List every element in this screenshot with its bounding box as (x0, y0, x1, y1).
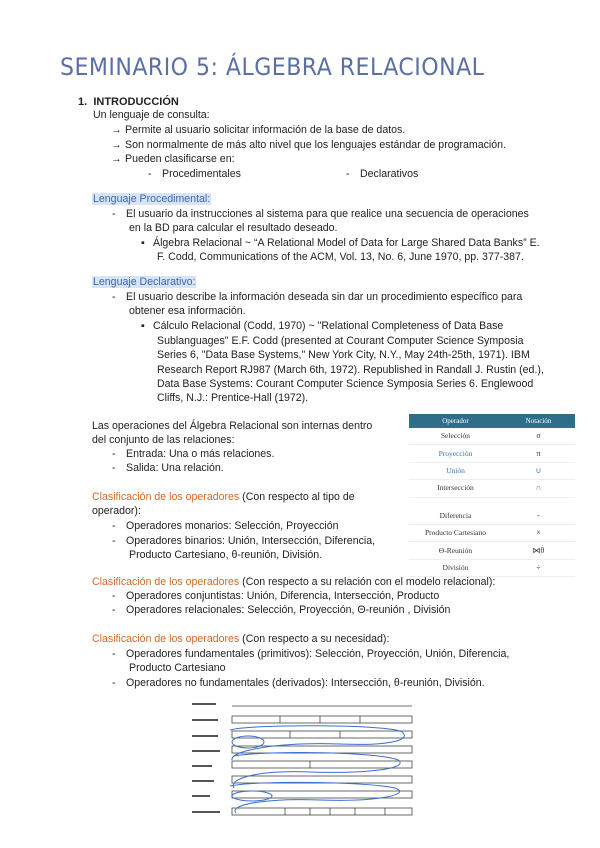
diagram-label-mark (192, 780, 214, 782)
table-row (409, 542, 575, 559)
diagram-row-box (232, 716, 412, 723)
list-item-continued: en la BD para calcular el resultado deseado. (129, 222, 338, 234)
classification-heading: Clasificación de los operadores (Con respecto a su relación con el modelo relacional): (92, 576, 496, 588)
operator-diagram-image (190, 700, 415, 818)
list-item: - Operadores fundamentales (primitivos): Selección, Proyección, Unión, Diferencia, (112, 648, 510, 660)
reference-item: ▪ Álgebra Relacional ~ “A Relational Model of Data for Large Shared Data Banks” E. (141, 237, 540, 249)
diagram-row-box (232, 731, 412, 738)
list-item: - El usuario describe la información deseada sin dar un procedimiento específico para (112, 291, 523, 303)
page-title: SEMINARIO 5: ÁLGEBRA RELACIONAL (60, 53, 485, 81)
table-row (409, 428, 575, 445)
operator-name: Diferencia (409, 508, 502, 525)
arrow-icon: → (111, 139, 122, 151)
diagram-labels (192, 703, 220, 813)
operator-symbol: - (502, 508, 575, 525)
table-row (409, 508, 575, 525)
operator-symbol: × (502, 524, 575, 541)
intro-text: Un lenguaje de consulta: (93, 109, 210, 121)
diagram-label-mark (192, 735, 218, 737)
diagram-label-mark (192, 719, 218, 721)
diagram-label-mark (192, 703, 216, 705)
arrow-icon: → (111, 153, 122, 165)
operations-text: Las operaciones del Álgebra Relacional son internas dentro (92, 420, 373, 432)
list-item: - Operadores monarios: Selección, Proyección (112, 520, 339, 532)
diagram-label-mark (192, 795, 210, 797)
reference-continued: Series 6, "Data Base Systems," New York City, N.Y., May 24th-25th, 1971). IBM (157, 349, 530, 361)
intro-point: → Son normalmente de más alto nivel que los lenguajes estándar de programación. (111, 139, 507, 151)
reference-continued: Sublanguages" E.F. Codd (presented at Courant Computer Science Symposia (157, 335, 524, 347)
reference-item: ▪ Cálculo Relacional (Codd, 1970) ~ "Relational Completeness of Data Base (141, 320, 504, 332)
operator-table (409, 414, 575, 577)
table-header-cell: Operador (409, 414, 502, 428)
section-number: 1. (78, 96, 88, 108)
table-header-cell: Notación (502, 414, 575, 428)
list-item: - Operadores relacionales: Selección, Proyección, Θ-reunión , División (112, 604, 451, 616)
operator-name: Unión (409, 462, 502, 479)
operator-symbol: ∩ (502, 480, 575, 497)
classification-heading-continued: operador): (92, 505, 141, 517)
operator-symbol: π (502, 445, 575, 462)
list-item-continued: Producto Cartesiano, θ-reunión, División. (129, 549, 323, 561)
bullet-icon: ▪ (141, 237, 145, 249)
diagram-label-mark (192, 811, 220, 813)
type-item: - Procedimentales (148, 168, 241, 180)
table-row (409, 480, 575, 497)
table-header-row (409, 414, 575, 428)
classification-heading: Clasificación de los operadores (Con respecto a su necesidad): (92, 633, 390, 645)
intro-point: → Pueden clasificarse en: (111, 153, 235, 165)
bullet-icon: ▪ (141, 320, 145, 332)
table-spacer (409, 497, 575, 508)
diagram-rows (232, 706, 412, 815)
operator-symbol: ⋈θ (502, 542, 575, 559)
operator-name: Producto Cartesiano (409, 524, 502, 541)
table-row (409, 445, 575, 462)
list-item: - Entrada: Una o más relaciones. (112, 448, 275, 460)
operator-name: Proyección (409, 445, 502, 462)
operator-name: División (409, 559, 502, 576)
list-item: - Operadores no fundamentales (derivados): Intersección, θ-reunión, División. (112, 677, 485, 689)
operator-name: Selección (409, 428, 502, 445)
reference-continued: F. Codd, Communications of the ACM, Vol. 13, No. 6, June 1970, pp. 377-387. (157, 251, 524, 263)
diagram-label-mark (192, 750, 220, 752)
operator-symbol: ÷ (502, 559, 575, 576)
diagram-annotations (230, 726, 404, 813)
operator-name: Θ-Reunión (409, 542, 502, 559)
declarative-heading: Lenguaje Declarativo: (93, 276, 196, 288)
arrow-icon: → (111, 124, 122, 136)
section-title: INTRODUCCIÓN (93, 96, 179, 108)
diagram-row-box (232, 746, 412, 753)
diagram-label-mark (192, 765, 212, 767)
type-item: - Declarativos (346, 168, 419, 180)
operations-text: del conjunto de las relaciones: (92, 434, 235, 446)
reference-continued: Research Report RJ987 (March 6th, 1972). Republished in Randall J. Rustin (ed.), (157, 364, 544, 376)
table-row (409, 524, 575, 541)
diagram-row-box (232, 776, 412, 783)
procedural-heading: Lenguaje Procedimental: (93, 193, 211, 205)
table-row (409, 462, 575, 479)
operator-name: Intersección (409, 480, 502, 497)
classification-heading: Clasificación de los operadores (Con respecto al tipo de (92, 491, 355, 503)
diagram-row-box (232, 761, 412, 768)
annotation-circle (232, 791, 272, 801)
intro-point: → Permite al usuario solicitar información de la base de datos. (111, 124, 406, 136)
list-item-continued: obtener esa información. (129, 305, 246, 317)
list-item: - Salida: Una relación. (112, 462, 224, 474)
list-item: - Operadores conjuntistas: Unión, Diferencia, Intersección, Producto (112, 590, 440, 602)
list-item-continued: Producto Cartesiano (129, 662, 226, 674)
operator-symbol: ∪ (502, 462, 575, 479)
operator-symbol: σ (502, 428, 575, 445)
reference-continued: Cliffs, N.J.: Prentice-Hall (1972). (157, 392, 309, 404)
reference-continued: Data Base Systems: Courant Computer Science Symposia Series 6. Englewood (157, 378, 534, 390)
list-item: - El usuario da instrucciones al sistema para que realice una secuencia de operaciones (112, 208, 529, 220)
list-item: - Operadores binarios: Unión, Intersección, Diferencia, (112, 535, 376, 547)
